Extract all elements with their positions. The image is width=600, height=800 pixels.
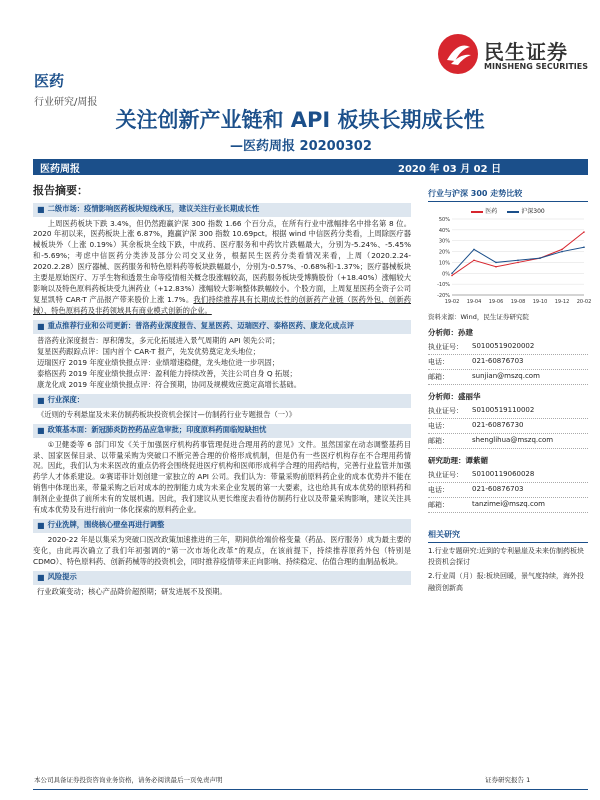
report-type: 行业研究/周报 [34,97,98,108]
analyst-row: 邮箱： shenglihua@mszq.com [428,434,588,449]
related-title: 相关研究 [428,529,588,543]
footer-rule [33,789,588,790]
data-point [561,251,563,253]
chart-legend [428,206,588,215]
legend-swatch [507,211,519,213]
minsheng-logo-icon [437,33,479,75]
analyst-row: 邮箱： sunjian@mszq.com [428,370,588,385]
band-date: 2020 年 03 月 02 日 [398,164,502,175]
analyst-block [428,325,588,385]
logo-text-en: MINSHENG SECURITIES [484,62,588,71]
y-tick-label: 50% [438,217,450,223]
x-tick-label: 19-02 [444,299,460,305]
legend-swatch [471,211,483,213]
y-tick-label: 10% [438,260,450,267]
related-item[interactable]: 1.行业专题研究:近到的专利悬崖及未来仿制药板块投资机会探讨 [428,547,585,567]
list-item: 复星医药跟踪点评：国内首个 CAR-T 报产，先发优势奠定龙头地位； [37,346,260,356]
analyst-row: 执业证号： S0100119060028 [428,468,588,483]
series-line [452,232,584,275]
data-point [539,257,541,259]
analyst-block [428,389,588,449]
data-point [495,262,497,264]
y-tick-label: -10% [437,282,450,289]
section-heading: ■ 二级市场：疫情影响医药板块短线承压，建议关注行业长期成长性 [33,203,411,217]
section-heading: ■ 行业洗牌，围绕核心壁垒再进行调整 [33,519,411,533]
analyst-row: 电话： 021-60876703 [428,355,588,370]
logo-text-cn: 民生证券 [484,40,568,64]
x-tick-label: 19-08 [510,299,526,305]
footer-page: 证券研究报告 1 [485,776,531,784]
list-item: 康龙化成 2019 年度业绩快报点评：符合预期，协同及规模效应奠定高增长基础。 [37,379,302,389]
bullet-icon: ■ [37,521,45,531]
related-item[interactable]: 2.行业周（月）报:板块回暖，景气度持续，海外投融资创新高 [428,572,585,592]
x-tick-label: 19-10 [532,299,548,305]
sector-label: 医药 [34,72,65,90]
section-body: ①卫健委等 6 部门印发《关于加强医疗机构药事管理促进合理用药的意见》文件。虽然国家在动态调整基药目录、国家医保目录、以带量采购为突破口不断完善合理的价格形成机制，但是仍有一些医疗机构存在不合理用药情况。因此，我们认为未来医改的重点仍将会围绕促进医疗机构和医师形成科学合理的用药结构，完善行业监管并加强药学人才体系建设。②赛诺菲计划创建一家独立的 API 公司。我们认为：带量采购前原料药企业的成本优势并不能在销售中体现出来，带量采购之后对成本的控制能力成为未来企业发展的第一大要素，这也给具有成本优势的原料药和制剂企业提供了前所未有的发展机遇。因此，我们建议从更长维度去看待仿制药行业以及带量采购影响，建议关注具有成本优势及有进行前向一体化探索的原料药企业。 [33,439,411,515]
band-series-label: 医药周报 [40,164,80,175]
analyst-block [428,453,588,513]
section-heading: ■ 政策基本面：新冠肺炎防控药品应急审批；印度原料药面临短缺担忧 [33,424,411,438]
data-point [517,259,519,261]
x-tick-label: 19-12 [554,299,570,305]
analyst-row: 执业证号： S0100519020002 [428,340,588,355]
y-tick-label: 0% [442,271,450,278]
recommendation-text: 我们持续推荐具有长期成长性的创新药产业链（医药外包、创新药械）、特色原料药及非药领域具有商业模式创新的企业。 [33,295,412,315]
related-research [428,529,588,594]
y-tick-label: 30% [438,238,450,245]
data-point [517,262,519,264]
y-tick-label: 20% [438,249,450,256]
report-subtitle: —医药周报 20200302 [230,139,372,154]
analyst-name: 研究助理：谭紫媚 [428,456,488,465]
y-tick-label: 40% [438,227,450,234]
data-point [451,275,453,277]
section-body: 行业政策变动；核心产品降价超预期；研发进展不及预期。 [37,586,227,596]
section-heading: ■ 风险提示 [33,571,411,585]
bullet-icon: ■ [37,321,45,331]
x-tick-label: 19-06 [488,299,504,305]
legend-item: 医药 [471,206,497,215]
list-item: 普洛药业深度报告：厚积薄发，多元化拓展进入景气周期的 API 领先公司； [37,335,280,345]
list-item: 泰格医药 2019 年度业绩快报点评：盈利能力持续改善，关注公司自身 Q 拓展； [37,368,297,378]
analyst-name: 分析师：孙建 [428,328,473,337]
analyst-row: 电话： 021-60876730 [428,419,588,434]
section-heading: ■ 重点推荐行业和公司更新：普洛药业深度报告、复星医药、迈瑞医疗、泰格医药、康龙化成点评 [33,320,411,334]
data-point [561,249,563,251]
analyst-row: 电话： 021-60876703 [428,483,588,498]
summary-column [33,183,411,598]
bullet-icon: ■ [37,425,45,435]
data-point [473,249,475,251]
footer-disclaimer: 本公司具备证券投资咨询业务资格，请务必阅读最后一页免责声明 [34,776,223,784]
title-band [33,159,588,175]
analyst-row: 执业证号： S0100519110002 [428,404,588,419]
section-heading: ■ 行业深度： [33,394,411,408]
analyst-row: 邮箱： tanzimei@mszq.com [428,498,588,513]
x-tick-label: 19-04 [466,299,482,305]
y-tick-label: -20% [437,293,450,299]
chart-title: 行业与沪深 300 走势比较 [428,188,588,202]
chart-source: 资料来源：Wind，民生证券研究院 [428,313,529,321]
bullet-icon: ■ [37,572,45,582]
bullet-icon: ■ [37,395,45,405]
legend-item: 沪深300 [507,206,544,215]
data-point [473,259,475,261]
bullet-icon: ■ [37,204,45,214]
summary-heading: 报告摘要： [33,184,88,197]
list-item: 迈瑞医疗 2019 年度业绩快报点评：业绩增速稳健，龙头地位进一步巩固； [37,357,280,367]
report-title: 关注创新产业链和 API 板块长期成长性 [115,108,485,132]
data-point [583,246,585,248]
section-body: 2020-22 年是以集采为突破口医改政策加速推进的三年，期间供给端价格变量（药品、医疗服务）成为最主要的变化，由此再次确立了我们年初强调的“第一次市场化改革”的观点，在该前提下，持续推荐原药外包（特别是 CDMO）、特色原料药、创新药械等的投资机会，同时推荐疫情带来正向影响、持续稳定、估值合理的血制品板块。 [33,535,411,566]
data-point [495,266,497,268]
data-point [583,231,585,233]
data-point [451,272,453,274]
section-body: 上周医药板块下跌 3.4%，但仍然跑赢沪深 300 指数 1.66 个百分点，在所有行业中涨幅排名中排名第 8 位。2020 年初以来，医药板块上涨 6.87%，跑赢沪深 300 指数 10.69pct。根据 wind 中信医药分类看，上周除医疗器械板块外（上涨 0.19%）其余板块全线下跌，中成药、医疗服务和中药饮片跌幅最大，分别为-5.24%、-5.45%和-5.69%；考虑中信医药分类涉及部分公司交叉业务，根据民生医药分类看情况来看，上周（2020.2.24-2020.2.28）医疗器械、医药服务和特色原料药等板块跌幅最小，分别为-0.57%、-0.68%和-1.37%；医疗器械板块主要是原始医疗、万孚生物和透景生命等疫情相关概念股涨幅较高，医药服务板块受博腾股份（+18.40%）涨幅较大影响以及特色原料药板块受九洲药业（+12.83%）涨幅较大影响整体跌幅较小。个股方面，上周复星医药全资子公司复星凯特 CAR-T 产品报产带来股价上涨 1.7%。我们持续推荐具有长期成长性的创新药产业链（医药外包、创新药械）、特色原料药及非药领域具有商业模式创新的企业。 [33,218,412,315]
performance-chart [428,215,592,307]
section-body: 《近则的专利悬崖及未来仿制药板块投资机会探讨—仿制药行业专题报告（一）》 [37,409,297,419]
sidebar [428,188,592,597]
x-tick-label: 20-02 [576,299,592,305]
analyst-name: 分析师：盛丽华 [428,392,481,401]
